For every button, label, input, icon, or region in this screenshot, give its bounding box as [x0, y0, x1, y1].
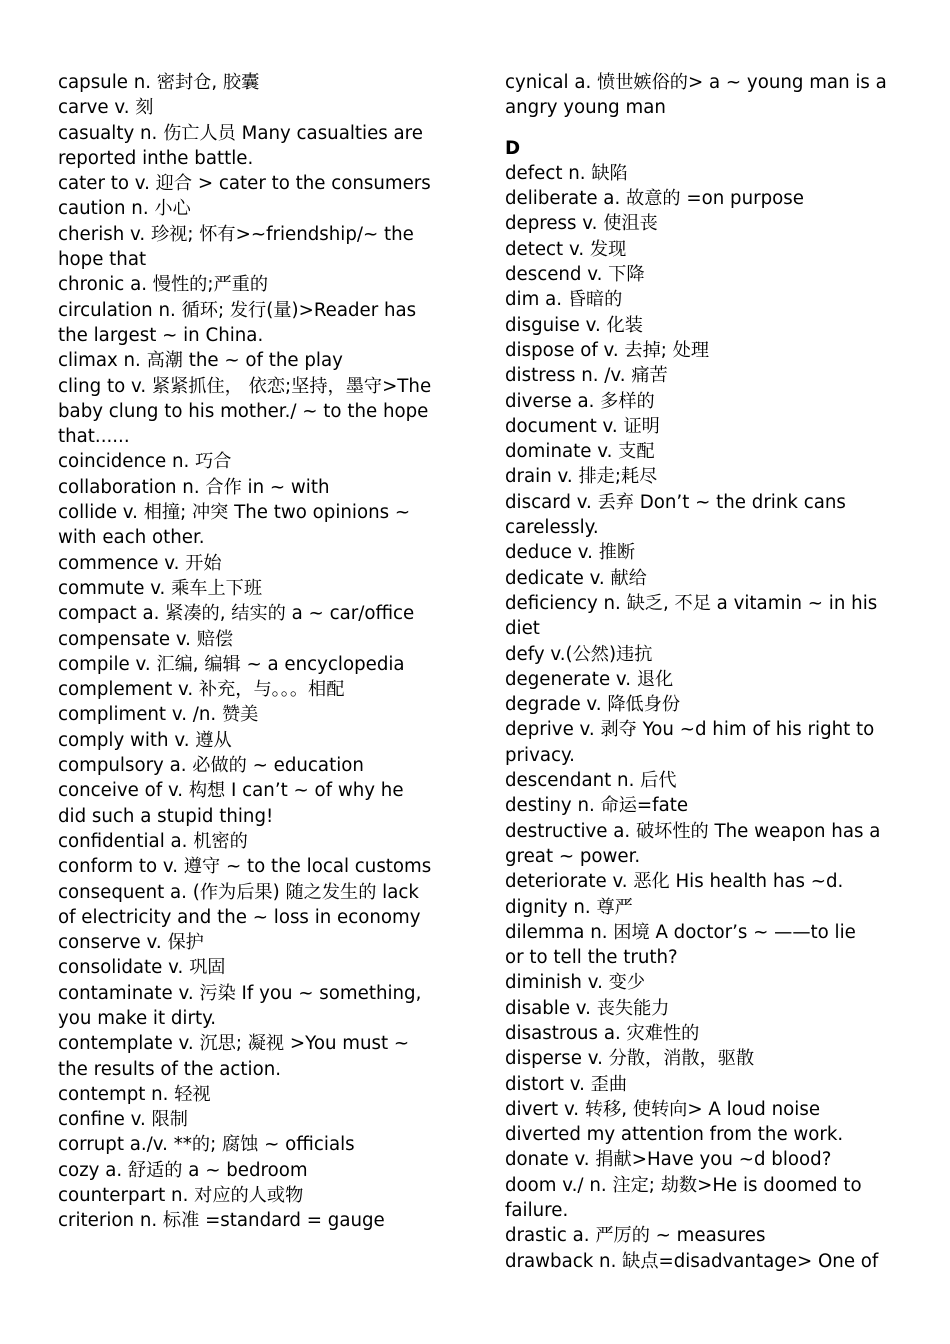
vocab-line: degenerate v. 退化	[505, 668, 674, 690]
vocab-line: cynical a. 愤世嫉俗的> a ~ young man is a	[505, 72, 887, 93]
vocab-line: baby clung to his mother./ ~ to the hope	[58, 400, 429, 422]
vocab-line: disguise v. 化装	[505, 314, 643, 336]
left-column	[58, 70, 453, 1234]
vocab-line: compliment v. /n. 赞美	[58, 704, 259, 726]
vocab-line: coincidence n. 巧合	[58, 451, 232, 473]
vocab-line: caution n. 小心	[58, 198, 191, 220]
vocab-line: dim a. 昏暗的	[505, 289, 623, 311]
right-column-entries	[505, 161, 890, 1274]
vocab-line: degrade v. 降低身份	[505, 694, 681, 716]
vocab-line: contemplate v. 沉思; 凝视 >You must ~	[58, 1033, 410, 1055]
vocab-line: angry young man	[505, 97, 666, 119]
vocab-line: confidential a. 机密的	[58, 830, 248, 852]
vocab-line: chronic a. 慢性的;严重的	[58, 274, 269, 296]
vocab-line: you make it dirty.	[58, 1007, 217, 1029]
vocab-line: comply with v. 遵从	[58, 729, 232, 751]
vocab-line: doom v./ n. 注定; 劫数>He is doomed to	[505, 1174, 862, 1196]
vocab-line: conform to v. 遵守 ~ to the local customs	[58, 856, 432, 878]
vocab-line: with each other.	[58, 527, 205, 549]
vocab-line: that......	[58, 426, 130, 448]
vocab-line: distress n. /v. 痛苦	[505, 365, 668, 387]
vocab-line: criterion n. 标准 =standard = gauge	[58, 1210, 385, 1232]
vocab-line: the largest ~ in China.	[58, 324, 264, 346]
vocab-line: drastic a. 严厉的 ~ measures	[505, 1225, 766, 1247]
vocab-line: contaminate v. 污染 If you ~ something,	[58, 982, 422, 1004]
vocab-line: deprive v. 剥夺 You ~d him of his right to	[505, 719, 875, 741]
vocab-line: privacy.	[505, 744, 575, 766]
vocab-line: great ~ power.	[505, 845, 641, 867]
vocab-line: disperse v. 分散，消散，驱散	[505, 1048, 755, 1070]
vocab-line: cozy a. 舒适的 a ~ bedroom	[58, 1159, 308, 1181]
vocab-line: contempt n. 轻视	[58, 1083, 211, 1105]
vocab-line: circulation n. 循环; 发行(量)>Reader has	[58, 299, 417, 321]
vocab-line: destiny n. 命运=fate	[505, 795, 689, 817]
vocab-line: conceive of v. 构想 I can’t ~ of why he	[58, 780, 404, 802]
vocab-line: diminish v. 变少	[505, 972, 646, 994]
vocab-line: descendant n. 后代	[505, 770, 677, 792]
vocab-line: drawback n. 缺点=disadvantage> One of	[505, 1250, 879, 1272]
vocab-line: carelessly.	[505, 517, 599, 539]
vocab-line: collaboration n. 合作 in ~ with	[58, 476, 330, 498]
right-column	[505, 70, 890, 1274]
vocab-line: discard v. 丢弃 Don’t ~ the drink cans	[505, 491, 846, 513]
vocab-line: detect v. 发现	[505, 238, 627, 260]
vocab-line: defy v.(公然)违抗	[505, 643, 653, 665]
vocab-line: deficiency n. 缺乏, 不足 a vitamin ~ in his	[505, 592, 878, 614]
vocab-line: deliberate a. 故意的 =on purpose	[505, 188, 804, 210]
vocab-line: destructive a. 破坏性的 The weapon has a	[505, 820, 881, 842]
vocab-line: consolidate v. 巩固	[58, 957, 226, 979]
vocab-line: dedicate v. 献给	[505, 567, 647, 589]
vocab-line: deduce v. 推断	[505, 542, 636, 564]
vocab-line: or to tell the truth?	[505, 947, 678, 969]
vocab-line: conserve v. 保护	[58, 932, 204, 954]
vocab-line: document v. 证明	[505, 415, 660, 437]
vocab-line: compulsory a. 必做的 ~ education	[58, 755, 364, 777]
vocab-line: corrupt a./v. **的; 腐蚀 ~ officials	[58, 1134, 355, 1156]
vocab-line: drain v. 排走;耗尽	[505, 466, 658, 488]
vocab-line: confine v. 限制	[58, 1109, 188, 1131]
vocab-line: cling to v. 紧紧抓住， 依恋;坚持，墨守>The	[58, 375, 432, 397]
vocab-line: donate v. 捐献>Have you ~d blood?	[505, 1149, 832, 1171]
vocab-line: compact a. 紧凑的, 结实的 a ~ car/office	[58, 603, 415, 625]
vocab-line: collide v. 相撞; 冲突 The two opinions ~	[58, 502, 411, 524]
vocab-line: compensate v. 赔偿	[58, 628, 234, 650]
vocab-line: diverse a. 多样的	[505, 390, 655, 412]
vocab-line: commute v. 乘车上下班	[58, 577, 263, 599]
vocab-line: capsule n. 密封仓, 胶囊	[58, 72, 260, 93]
section-heading-d: D	[505, 137, 521, 159]
vocab-line: disastrous a. 灾难性的	[505, 1022, 700, 1044]
vocab-line: deteriorate v. 恶化 His health has ~d.	[505, 871, 844, 893]
vocab-line: counterpart n. 对应的人或物	[58, 1185, 304, 1207]
vocab-line: casualty n. 伤亡人员 Many casualties are	[58, 122, 423, 144]
vocab-line: consequent a. (作为后果) 随之发生的 lack	[58, 881, 419, 903]
vocab-line: climax n. 高潮 the ~ of the play	[58, 350, 343, 372]
vocab-line: depress v. 使沮丧	[505, 213, 658, 235]
vocab-line: commence v. 开始	[58, 552, 222, 574]
right-column-top	[505, 70, 890, 121]
vocab-line: carve v. 刻	[58, 97, 154, 119]
vocab-line: cherish v. 珍视; 怀有>~friendship/~ the	[58, 223, 414, 245]
vocab-line: disable v. 丧失能力	[505, 997, 670, 1019]
vocab-line: reported inthe battle.	[58, 147, 254, 169]
vocab-line: dilemma n. 困境 A doctor’s ~ ——to lie	[505, 921, 856, 943]
vocab-line: diverted my attention from the work.	[505, 1124, 844, 1146]
vocab-line: complement v. 补充，与。。。相配	[58, 679, 345, 701]
vocab-line: the results of the action.	[58, 1058, 282, 1080]
vocab-line: dominate v. 支配	[505, 441, 655, 463]
vocab-line: descend v. 下降	[505, 264, 645, 286]
vocab-line: diet	[505, 618, 540, 640]
vocab-line: distort v. 歪曲	[505, 1073, 628, 1095]
vocab-line: dignity n. 尊严	[505, 896, 633, 918]
vocab-line: cater to v. 迎合 > cater to the consumers	[58, 173, 431, 195]
vocab-line: compile v. 汇编, 编辑 ~ a encyclopedia	[58, 653, 405, 675]
vocab-line: dispose of v. 去掉; 处理	[505, 339, 710, 361]
vocab-line: divert v. 转移, 使转向> A loud noise	[505, 1098, 821, 1120]
vocab-line: did such a stupid thing!	[58, 805, 274, 827]
vocab-line: hope that	[58, 249, 147, 271]
vocab-line: defect n. 缺陷	[505, 162, 628, 184]
vocab-line: failure.	[505, 1200, 569, 1222]
vocab-line: of electricity and the ~ loss in economy	[58, 906, 421, 928]
